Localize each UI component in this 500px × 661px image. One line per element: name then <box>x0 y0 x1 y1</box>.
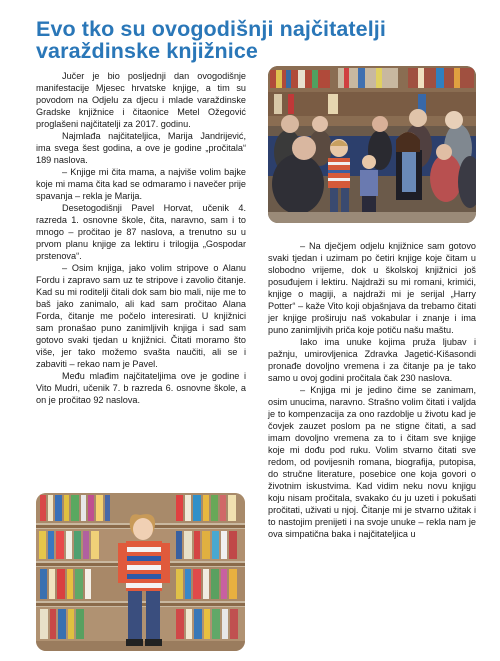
paragraph: Jučer je bio posljednji dan ovogodišnje manifestacije Mjesec hrvatske knjige, a tim su povodom na Odjelu za djecu i mlade varaždinske Gradske knjižnice i čitaonice Metel Ožegović proglašeni najčitatelji za 2017. godinu. <box>36 71 246 130</box>
article-column-right <box>268 240 476 540</box>
paragraph: – Osim knjiga, jako volim stripove o Alanu Fordu i zapravo sam uz te stripove i zavolio čitanje. Kad su mi roditelji čitali dok sam bio mali, nije me to baš jako zanimalo, ali kad sam pročitao Alana Forda, čitanje me počelo interesirati. U knjižnici sam pronašao puno zanimljivih knjiga i sad sam gotovo svaki tjedan u knjižnici. Čitati moramo što više, jer tako možemo svašta naučiti, ali se i zabaviti – rekao nam je Pavel. <box>36 263 246 370</box>
paragraph: – Knjiga mi je jedino čime se zanimam, osim unucima, naravno. Strašno volim čitati i valjda je to kompenzacija za ono razdoblje u životu kad je čovjek zauzet poslom pa ne stigne čitati, a sad imam dovoljno vremena za to i čitam sve knjige koje mi dođu pod ruku. Volim stvarno čitati sve redom, od povijesnih romana, biografija, putopisa, do stručne literature, posebice one koja govori o životnim iskustvima. Kad vidim neku novu knjigu koju nisam pročitala, svakako ću ju uzeti i pokušati pročitati, uživati u njoj. Čitanje mi je stvarno užitak i to nastojim prenijeti i na svoje unuke – rekla nam je ova simpatična baka i najčitateljica u <box>268 385 476 540</box>
paragraph: Iako ima unuke kojima pruža ljubav i pažnju, umirovljenica Zdravka Jagetić-Kišasondi pronađe dovoljno vremena i za čitanje pa je tako samo u ovoj godini pročitala čak 230 naslova. <box>268 337 476 384</box>
paragraph: Najmlađa najčitateljica, Marija Jandrijević, ima svega šest godina, a ove je godine „pročitala“ 189 naslova. <box>36 131 246 166</box>
paragraph: – Knjige mi čita mama, a najviše volim bajke koje mi mama čita kad se odmaramo i navečer prije spavanja – rekla je Marija. <box>36 167 246 202</box>
article-title: Evo tko su ovogodišnji najčitatelji varaždinske knjižnice <box>36 17 386 64</box>
photo-award-ceremony <box>268 66 476 223</box>
paragraph: – Na dječjem odjelu knjižnice sam gotovo svaki tjedan i uzimam po četiri knjige koje čitam u slobodno vrijeme, dok u školskoj knjižnici još posuđujem i lektiru. Najdraži su mi romani, krimići, knjige o magiji, a najdraži mi je serijal „Harry Potter“ – kaže Vito koji objašnjava da trebamo čitati jer knjige proširuju naš vokabular i znanje i ima puno zanimljivih priča koje potiču našu maštu. <box>268 241 476 336</box>
photo-boy-bookshelves <box>36 493 245 651</box>
paragraph: Desetogodišnji Pavel Horvat, učenik 4. razreda 1. osnovne škole, čita, naravno, sam i to mnogo – pročitao je 87 naslova, a trenutno su u prvom planu knjige za lektiru i trilogija „Gospodar prstenova“. <box>36 203 246 262</box>
paragraph: Među mlađim najčitateljima ove je godine i Vito Mudri, učenik 7. b razreda 6. osnovne škole, a on je pročitao 92 naslova. <box>36 371 246 406</box>
article-column-left <box>36 70 246 406</box>
